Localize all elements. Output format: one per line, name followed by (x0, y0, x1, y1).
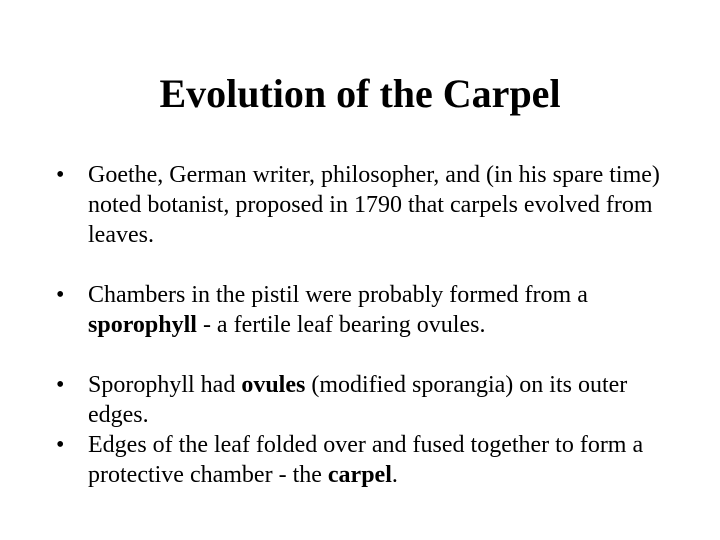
bullet-sporophyll (56, 280, 676, 340)
bullet-text-before: Chambers in the pistil were probably formed from a (88, 282, 588, 308)
bullet-carpel (56, 430, 676, 490)
bullet-text-after: - a fertile leaf bearing ovules. (196, 312, 486, 338)
bullet-text-after: . (391, 462, 398, 488)
bold-term-ovules: ovules (241, 372, 306, 398)
bullet-ovules (56, 370, 676, 430)
bullet-text-after: (modified sporangia) on its outer edges. (88, 372, 628, 428)
bullet-goethe (56, 160, 676, 250)
bullet-text-before: Edges of the leaf folded over and fused together to form a protective chamber - the (88, 432, 644, 488)
bold-term-carpel: carpel (327, 462, 392, 488)
bullet-text-before: Sporophyll had (88, 372, 242, 398)
bold-term-sporophyll: sporophyll (88, 312, 197, 338)
bullet-list (56, 160, 676, 490)
slide-title: Evolution of the Carpel (159, 71, 561, 116)
bullet-text: Goethe, German writer, philosopher, and (in his spare time) noted botanist, proposed in 1790 that carpels evolved from leaves. (88, 162, 660, 248)
